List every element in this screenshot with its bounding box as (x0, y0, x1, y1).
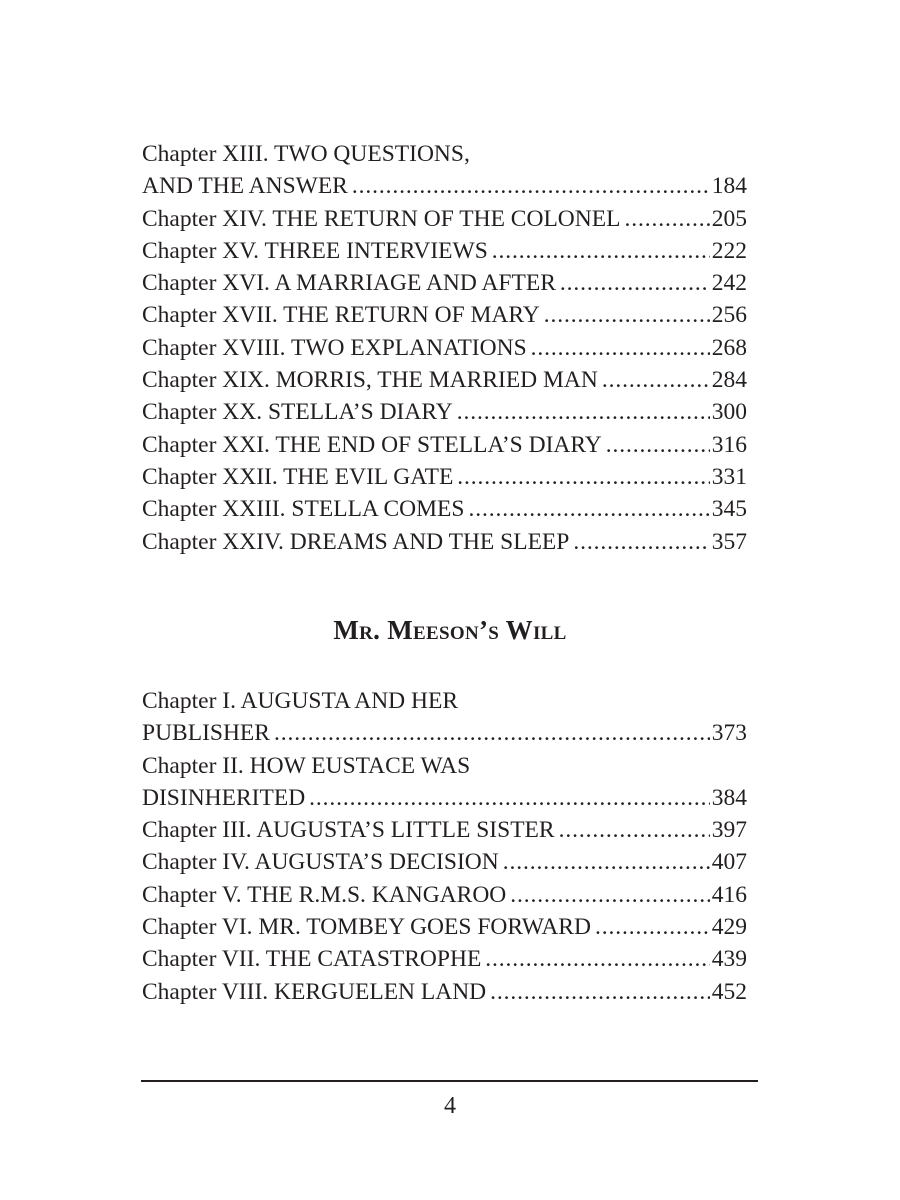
toc-entry[interactable] (142, 911, 747, 943)
dot-leader (606, 429, 710, 461)
toc-entry-title: Chapter XXIV. DREAMS AND THE SLEEP (142, 528, 570, 555)
dot-leader (490, 976, 710, 1008)
dot-leader (559, 814, 710, 846)
toc-entry[interactable] (142, 685, 747, 717)
toc-entry[interactable] (142, 429, 747, 461)
toc-entry-title: Chapter XX. STELLA’S DIARY (142, 399, 453, 426)
dot-leader (274, 717, 710, 749)
toc-entry[interactable] (142, 493, 747, 525)
toc-entry-title: Chapter XXIII. STELLA COMES (142, 496, 465, 523)
toc-entry[interactable] (142, 235, 747, 267)
toc-entry-title: Chapter I. AUGUSTA AND HER (142, 688, 459, 714)
toc-entry[interactable] (142, 750, 747, 782)
dot-leader (457, 396, 710, 428)
toc-entry-title: Chapter XXII. THE EVIL GATE (142, 463, 454, 490)
toc-entry-title: Chapter XVI. A MARRIAGE AND AFTER (142, 270, 556, 297)
toc-entry-title: Chapter XXI. THE END OF STELLA’S DIARY (142, 431, 602, 458)
dot-leader (503, 846, 710, 878)
toc-entry-title: Chapter IV. AUGUSTA’S DECISION (142, 849, 499, 876)
dot-leader (595, 911, 710, 943)
toc-entry[interactable] (142, 526, 747, 558)
dot-leader (468, 493, 709, 525)
toc-entry-page: 429 (711, 914, 747, 941)
toc-entry[interactable] (142, 879, 747, 911)
toc-entry[interactable] (142, 170, 747, 202)
toc-entry[interactable] (142, 461, 747, 493)
toc-entry-title: Chapter VII. THE CATASTROPHE (142, 946, 482, 973)
toc-entry-title: Chapter XVII. THE RETURN OF MARY (142, 302, 540, 329)
toc-entry[interactable] (142, 267, 747, 299)
dot-leader (544, 299, 710, 331)
toc-entry-page: 384 (711, 784, 747, 811)
toc-entry[interactable] (142, 396, 747, 428)
toc-entry[interactable] (142, 814, 747, 846)
toc-entry-page: 439 (711, 946, 747, 973)
toc-entry-page: 184 (711, 173, 747, 200)
toc-entry-page: 284 (711, 367, 747, 394)
dot-leader (573, 526, 709, 558)
toc-entry[interactable] (142, 976, 747, 1008)
toc-entry[interactable] (142, 717, 747, 749)
toc-entry-page: 357 (711, 528, 747, 555)
toc-entry-page: 300 (711, 399, 747, 426)
toc-entry-page: 242 (711, 270, 747, 297)
dot-leader (560, 267, 710, 299)
footer-rule (141, 1080, 758, 1082)
dot-leader (457, 461, 709, 493)
toc-entry[interactable] (142, 203, 747, 235)
toc-list-top (142, 138, 747, 558)
dot-leader (309, 782, 710, 814)
toc-entry-title: Chapter V. THE R.M.S. KANGAROO (142, 881, 507, 908)
dot-leader (485, 943, 709, 975)
toc-entry-page: 416 (711, 881, 747, 908)
toc-entry[interactable] (142, 782, 747, 814)
toc-entry-title: Chapter XIV. THE RETURN OF THE COLONEL (142, 205, 621, 232)
toc-entry-title: Chapter XIX. MORRIS, THE MARRIED MAN (142, 367, 598, 394)
toc-entry-page: 373 (711, 720, 747, 747)
toc-entry-page: 407 (711, 849, 747, 876)
toc-entry-title: Chapter II. HOW EUSTACE WAS (142, 752, 471, 779)
toc-entry-title: DISINHERITED (142, 784, 306, 811)
toc-entry-page: 397 (711, 817, 747, 844)
toc-entry-title: Chapter XIII. TWO QUESTIONS, (142, 141, 470, 167)
toc-entry-title: PUBLISHER (142, 720, 270, 747)
toc-entry[interactable] (142, 138, 747, 170)
toc-entry-page: 345 (711, 496, 747, 523)
toc-entry-title: AND THE ANSWER (142, 173, 348, 200)
toc-entry-page: 268 (711, 334, 747, 361)
toc-entry-title: Chapter III. AUGUSTA’S LITTLE SISTER (142, 817, 555, 844)
toc-entry[interactable] (142, 299, 747, 331)
toc-entry[interactable] (142, 943, 747, 975)
toc-entry-page: 256 (711, 302, 747, 329)
toc-entry[interactable] (142, 332, 747, 364)
page-number: 4 (444, 1093, 456, 1119)
toc-list-bottom (142, 685, 747, 1008)
toc-entry-title: Chapter XVIII. TWO EXPLANATIONS (142, 334, 527, 361)
toc-entry[interactable] (142, 846, 747, 878)
toc-entry[interactable] (142, 364, 747, 396)
toc-entry-title: Chapter VI. MR. TOMBEY GOES FORWARD (142, 914, 591, 941)
section-title: Mr. Meeson’s Will (333, 615, 567, 645)
toc-entry-page: 316 (711, 431, 747, 458)
dot-leader (492, 235, 710, 267)
dot-leader (602, 364, 710, 396)
dot-leader (531, 332, 710, 364)
toc-entry-title: Chapter XV. THREE INTERVIEWS (142, 237, 488, 264)
dot-leader (624, 203, 709, 235)
toc-entry-page: 205 (711, 205, 747, 232)
toc-entry-page: 222 (711, 237, 747, 264)
toc-entry-title: Chapter VIII. KERGUELEN LAND (142, 978, 487, 1005)
dot-leader (352, 170, 710, 202)
toc-entry-page: 331 (711, 463, 747, 490)
toc-entry-page: 452 (711, 978, 747, 1005)
dot-leader (510, 879, 709, 911)
